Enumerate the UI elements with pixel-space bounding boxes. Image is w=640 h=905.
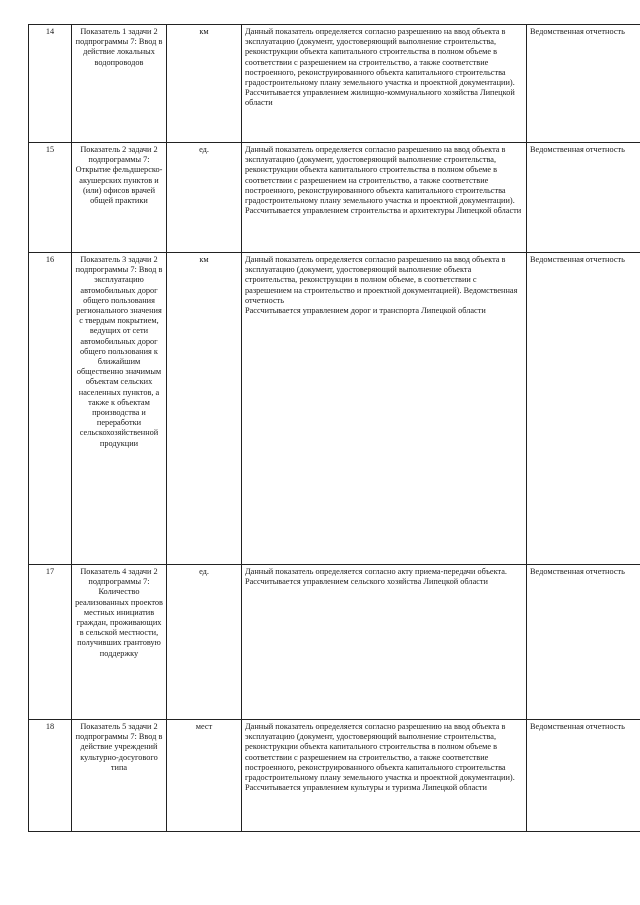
indicator-name: Показатель 4 задачи 2 подпрограммы 7: Количество реализованных проектов местных инициатив граждан, проживающих в сельской местности, получивших грантовую поддержку	[72, 565, 167, 720]
method-description-cell	[242, 253, 527, 565]
method-description: Данный показатель определяется согласно разрешению на ввод объекта в эксплуатацию (документ, удостоверяющий выполнение строительства, реконструкции объекта капитального строительства в полном объеме в соответствии с разрешением на строительство, а также соответствие построенного, реконструированного объекта капитального строительства градостроительному плану земельного участка и проектной документации).	[245, 27, 515, 88]
method-description-cell	[242, 143, 527, 253]
method-description: Данный показатель определяется согласно разрешению на ввод объекта в эксплуатацию (документ, удостоверяющий выполнение строительства, реконструкции объекта капитального строительства в полном объеме в соответствии с разрешением на строительство, а также соответствие построенного, реконструированного объекта капитального строительства градостроительному плану земельного участка и проектной документации).	[245, 145, 515, 206]
unit-cell: ед.	[167, 143, 242, 253]
method-description: Данный показатель определяется согласно разрешению на ввод объекта в эксплуатацию (документ, удостоверяющий выполнение строительства, реконструкции объекта капитального строительства в полном объеме в соответствии с разрешением на строительство, а также соответствие построенного, реконструированного объекта капитального строительства градостроительному плану земельного участка и проектной документации).	[245, 722, 515, 783]
row-number: 14	[29, 25, 72, 143]
unit-cell: ед.	[167, 565, 242, 720]
method-description-cell	[242, 565, 527, 720]
row-number: 16	[29, 253, 72, 565]
data-source: Ведомственная отчетность	[527, 565, 640, 720]
responsible-body: Рассчитывается управлением строительства и архитектуры Липецкой области	[245, 206, 522, 216]
unit-cell: мест	[167, 720, 242, 832]
table-row	[29, 720, 640, 832]
table-row	[29, 25, 640, 143]
data-source: Ведомственная отчетность	[527, 25, 640, 143]
method-description-cell	[242, 720, 527, 832]
responsible-body: Рассчитывается управлением культуры и туризма Липецкой области	[245, 783, 488, 793]
indicator-name: Показатель 2 задачи 2 подпрограммы 7: Открытие фельдшерско-акушерских пунктов и (или) офисов врачей общей практики	[72, 143, 167, 253]
method-description: Данный показатель определяется согласно акту приема-передачи объекта.	[245, 567, 508, 576]
document-page	[28, 24, 625, 832]
data-source: Ведомственная отчетность	[527, 253, 640, 565]
table-row	[29, 143, 640, 253]
indicator-name: Показатель 1 задачи 2 подпрограммы 7: Ввод в действие локальных водопроводов	[72, 25, 167, 143]
responsible-body: Рассчитывается управлением сельского хозяйства Липецкой области	[245, 577, 488, 587]
responsible-body: Рассчитывается управлением дорог и транспорта Липецкой области	[245, 306, 486, 316]
row-number: 17	[29, 565, 72, 720]
row-number: 18	[29, 720, 72, 832]
indicator-name: Показатель 3 задачи 2 подпрограммы 7: Ввод в эксплуатацию автомобильных дорог общего пользования регионального значения с твердым покрытием, ведущих от сети автомобильных дорог общего пользования к ближайшим общественно значимым объектам сельских населенных пунктов, а также к объектам производства и переработки сельскохозяйственной продукции	[72, 253, 167, 565]
table-row	[29, 253, 640, 565]
method-description-cell	[242, 25, 527, 143]
method-description: Данный показатель определяется согласно разрешению на ввод объекта в эксплуатацию (документ, удостоверяющий выполнение объекта строительства, реконструкции в полном объеме, в соответствии с разрешением на строительство и проектной документацией). Ведомственная отчетность	[245, 255, 518, 305]
table-row	[29, 565, 640, 720]
responsible-body: Рассчитывается управлением жилищно-коммунального хозяйства Липецкой области	[245, 88, 515, 108]
data-source: Ведомственная отчетность	[527, 720, 640, 832]
data-source: Ведомственная отчетность	[527, 143, 640, 253]
indicator-name: Показатель 5 задачи 2 подпрограммы 7: Ввод в действие учреждений культурно-досугового типа	[72, 720, 167, 832]
indicators-table	[28, 24, 640, 832]
unit-cell: км	[167, 253, 242, 565]
row-number: 15	[29, 143, 72, 253]
unit-cell: км	[167, 25, 242, 143]
